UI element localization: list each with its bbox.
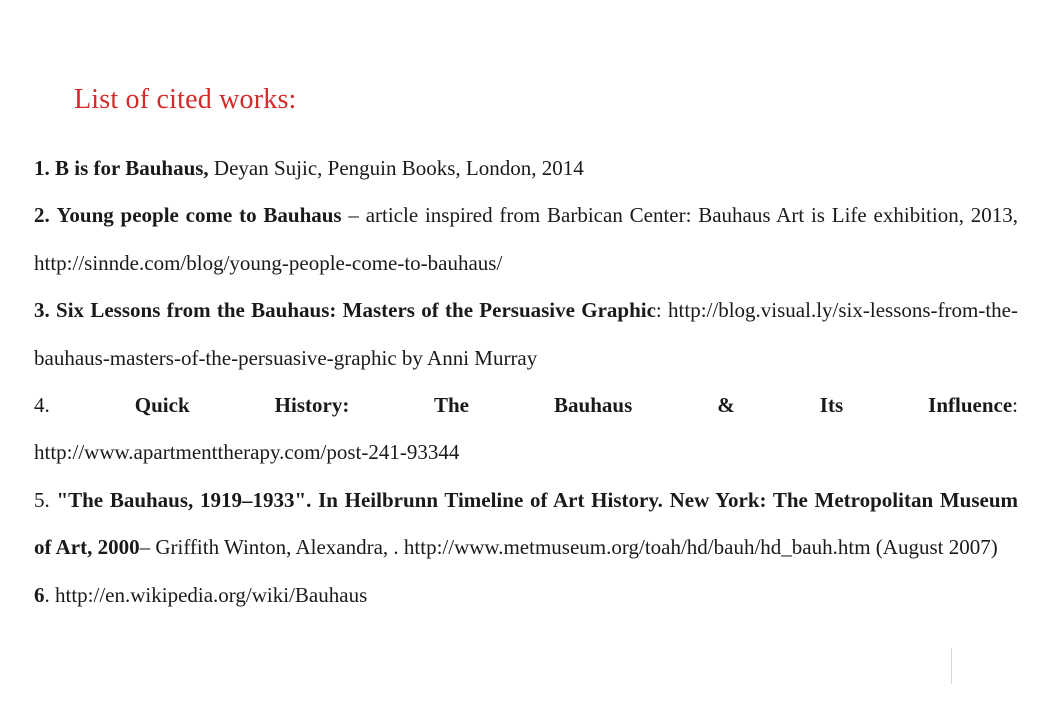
reference-details: . http://en.wikipedia.org/wiki/Bauhaus: [44, 582, 368, 607]
reference-title: Six Lessons from the Bauhaus: Masters of the Persuasive Graphic: [56, 298, 656, 323]
reference-details: : http://blog.visual.ly/six-lessons-from-the-bauhaus-masters-of-the-persuasive-graphic by Anni Murray: [34, 298, 1018, 370]
reference-list: [34, 145, 1018, 619]
reference-number: 2.: [34, 203, 50, 228]
reference-item-3: [34, 287, 1018, 382]
reference-title: "The Bauhaus, 1919–1933". In Heilbrunn Timeline of Art History. New York: The Metropolitan Museum of Art, 2000: [34, 487, 1018, 560]
divider: [951, 648, 952, 684]
reference-item-4: [34, 382, 1018, 477]
reference-item-5: [34, 477, 1018, 572]
reference-details: :: [1012, 393, 1019, 418]
reference-item-6: [34, 572, 1018, 619]
reference-title: Young people come to Bauhaus: [56, 203, 342, 228]
reference-item-2: [34, 192, 1018, 287]
page-title: List of cited works:: [74, 84, 297, 115]
reference-number: 4.: [34, 393, 50, 418]
reference-item-1: [34, 145, 1018, 192]
reference-title: Quick History: The Bauhaus & Its Influence: [134, 393, 1013, 418]
reference-title: B is for Bauhaus,: [55, 156, 209, 180]
reference-details: Deyan Sujic, Penguin Books, London, 2014: [208, 156, 584, 180]
reference-details: – Griffith Winton, Alexandra, . http://www.metmuseum.org/toah/hd/bauh/hd_bauh.htm (August 2007): [139, 535, 998, 560]
reference-number: 5.: [34, 487, 50, 512]
reference-number: 3.: [34, 298, 50, 323]
reference-details: – article inspired from Barbican Center: Bauhaus Art is Life exhibition, 2013, http://sinnde.com/blog/young-people-come-to-bauhaus/: [34, 203, 1018, 275]
reference-number: 6: [34, 582, 45, 607]
reference-url: http://www.apartmenttherapy.com/post-241-93344: [34, 440, 460, 465]
reference-number: 1.: [34, 156, 50, 180]
